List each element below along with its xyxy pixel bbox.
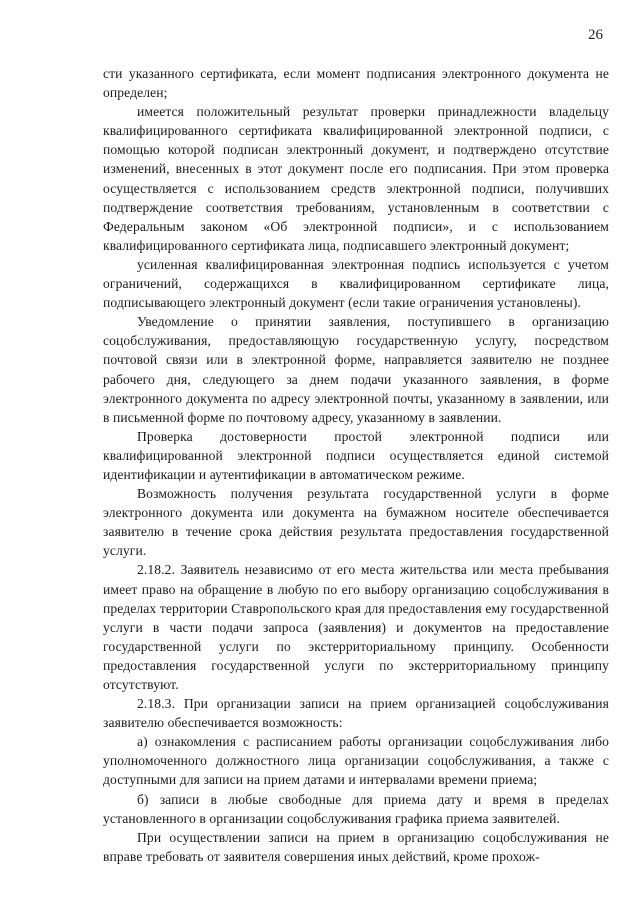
paragraph: Проверка достоверности простой электронной подписи или квалифицированной электронной подписи осуществляется единой системой идентификации и аутентификации в автоматическом режиме.: [103, 428, 609, 482]
paragraph: Возможность получения результата государственной услуги в форме электронного документа или документа на бумажном носителе обеспечивается заявителю в течение срока действия результата предоставления государственной услуги.: [103, 486, 609, 559]
document-body: [103, 64, 609, 866]
paragraph: Уведомление о принятии заявления, поступившего в организацию соцобслуживания, предоставляющую государственную услугу, посредством почтовой связи или в электронной форме, направляется заявителю не позднее рабочего дня, следующего за днем подачи указанного заявления, в форме электронного документа по адресу электронной почты, указанному в заявлении, или в письменной форме по почтовому адресу, указанному в заявлении.: [103, 314, 609, 425]
paragraph: 2.18.2. Заявитель независимо от его места жительства или места пребывания имеет право на обращение в любую по его выбору организацию соцобслуживания в пределах территории Ставропольского края для предоставления ему государственной услуги в части подачи запроса (заявления) и документов на предоставление государственной услуги по экстерриториальному принципу. Особенности предоставления государственной услуги по экстерриториальному принципу отсутствуют.: [103, 562, 609, 692]
paragraph: 2.18.3. При организации записи на прием организацией соцобслуживания заявителю обеспечивается возможность:: [103, 696, 609, 731]
paragraph: имеется положительный результат проверки принадлежности владельцу квалифицированного сертификата квалифицированной электронной подписи, с помощью которой подписан электронный документ, и подтверждено отсутствие изменений, внесенных в этот документ после его подписания. При этом проверка осуществляется с использованием средств электронной подписи, получивших подтверждение соответствия требованиям, установленным в соответствии с Федеральным законом «Об электронной подписи», и с использованием квалифицированного сертификата лица, подписавшего электронный документ;: [103, 104, 609, 253]
paragraph: б) записи в любые свободные для приема дату и время в пределах установленного в организации соцобслуживания графика приема заявителей.: [103, 791, 609, 826]
page-number: 26: [588, 27, 603, 43]
paragraph: При осуществлении записи на прием в организацию соцобслуживания не вправе требовать от заявителя совершения иных действий, кроме прохож-: [103, 829, 609, 864]
paragraph: сти указанного сертификата, если момент подписания электронного документа не определен;: [103, 66, 609, 101]
paragraph: а) ознакомления с расписанием работы организации соцобслуживания либо уполномоченного должностного лица организации соцобслуживания, а также с доступными для записи на прием датами и интервалами времени приема;: [103, 734, 609, 788]
paragraph: усиленная квалифицированная электронная подпись используется с учетом ограничений, содержащихся в квалифицированном сертификате лица, подписывающего электронный документ (если такие ограничения установлены).: [103, 256, 609, 311]
